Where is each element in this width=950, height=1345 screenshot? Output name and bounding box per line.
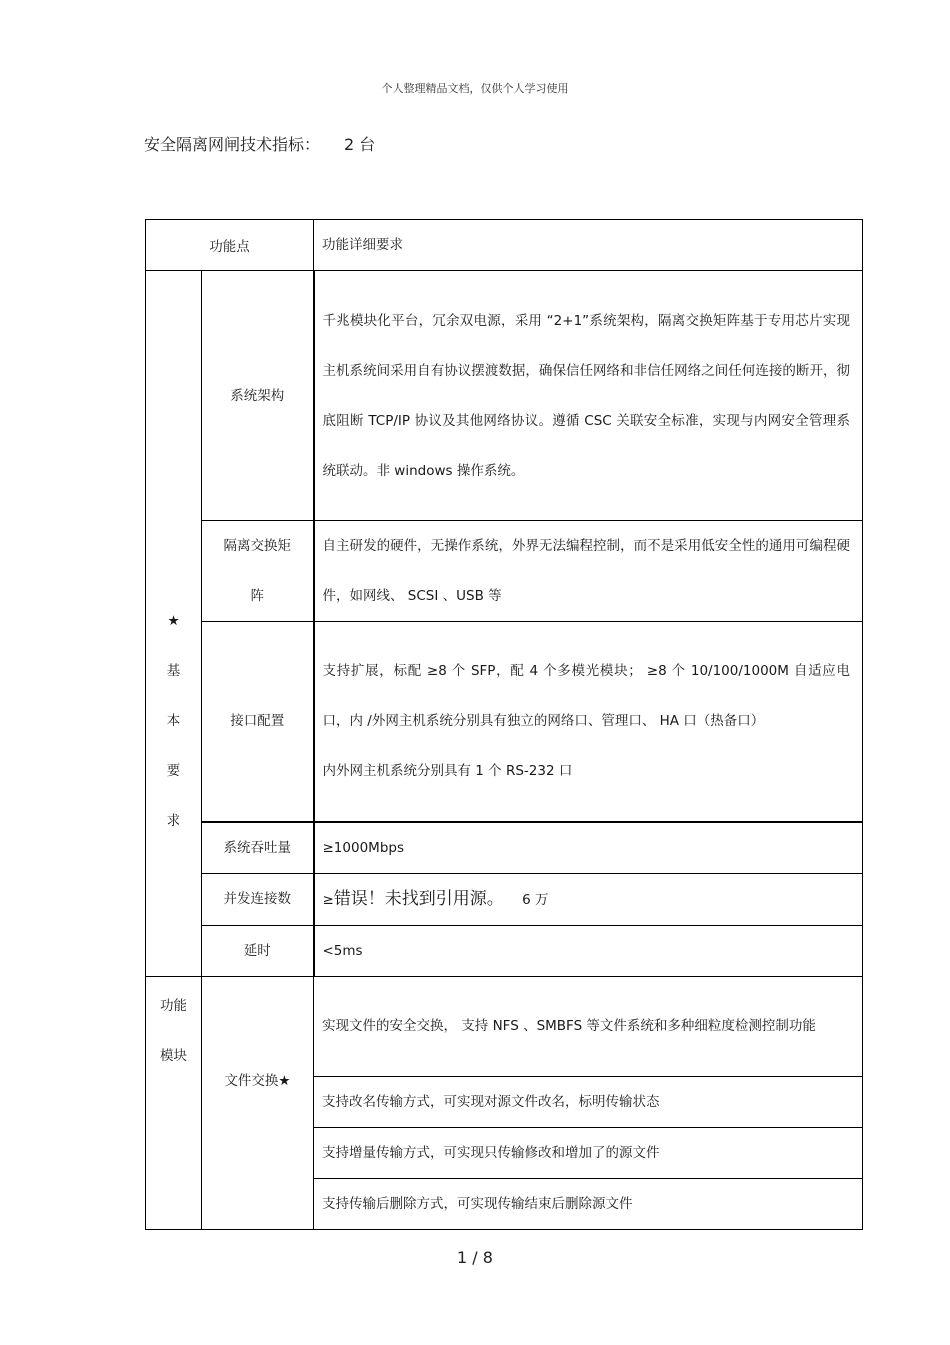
row-desc-architecture: 千兆模块化平台，冗余双电源，采用 “2+1”系统架构，隔离交换矩阵基于专用芯片实现主机系统间采用自有协议摆渡数据，确保信任网络和非信任网络之间任何连接的断开，彻底阻断 TCP/IP 协议及其他网络协议。遵循 CSC 关联安全标准，实现与内网安全管理系统联动。非 windows 操作系统。: [314, 271, 863, 521]
row-name-architecture: 系统架构: [202, 271, 314, 521]
doc-title-quantity: 2 台: [344, 135, 376, 154]
page-number: 1 / 8: [457, 1248, 493, 1267]
table-row: [146, 925, 863, 976]
row-name-latency: 延时: [202, 925, 314, 976]
table-row: [146, 622, 863, 822]
table-header-row: [146, 220, 863, 271]
header-feature: 功能点: [146, 220, 314, 271]
table-row: [146, 822, 863, 874]
group-function-module: 功能 模块: [146, 976, 202, 1229]
reference-error-text: 错误！未找到引用源。: [333, 888, 504, 909]
table-row: [146, 873, 863, 925]
star-icon: ★: [167, 613, 180, 630]
row-desc-interface: 支持扩展，标配 ≥8 个 SFP，配 4 个多模光模块； ≥8 个 10/100/1000M 自适应电口，内 /外网主机系统分别具有独立的网络口、管理口、 HA 口（热备口） 内外网主机系统分别具有 1 个 RS-232 口: [314, 622, 863, 822]
doc-title: [144, 132, 375, 155]
doc-title-text: 安全隔离网闸技术指标：: [144, 135, 321, 154]
group-basic-char: 基: [166, 663, 181, 680]
row-desc-matrix: 自主研发的硬件，无操作系统，外界无法编程控制，而不是采用低安全性的通用可编程硬件，如网线、 SCSI 、USB 等: [314, 521, 863, 622]
row-desc-file-1: 实现文件的安全交换， 支持 NFS 、SMBFS 等文件系统和多种细粒度检测控制功能: [314, 976, 863, 1076]
row-name-file-exchange: 文件交换★: [202, 976, 314, 1229]
group-basic-char: 本: [166, 713, 181, 730]
row-value-concurrent: ≥错误！未找到引用源。 6 万: [314, 873, 863, 925]
row-name-matrix: 隔离交换矩 阵: [202, 521, 314, 622]
row-value-latency: <5ms: [314, 925, 863, 976]
row-value-throughput: ≥1000Mbps: [314, 822, 863, 874]
group-basic-char: 要: [166, 763, 181, 780]
header-note: 个人整理精品文档，仅供个人学习使用: [381, 82, 569, 95]
table-row: [146, 976, 863, 1076]
table-row: [146, 521, 863, 622]
spec-table: [145, 219, 863, 1230]
table-row: [146, 271, 863, 521]
row-name-concurrent: 并发连接数: [202, 873, 314, 925]
group-basic-requirements: [146, 271, 202, 977]
row-name-interface: 接口配置: [202, 622, 314, 822]
row-desc-file-2: 支持改名传输方式，可实现对源文件改名，标明传输状态: [314, 1076, 863, 1127]
row-name-throughput: 系统吞吐量: [202, 822, 314, 874]
header-requirement: 功能详细要求: [314, 220, 863, 271]
group-basic-char: 求: [166, 813, 181, 830]
row-desc-file-4: 支持传输后删除方式，可实现传输结束后删除源文件: [314, 1178, 863, 1229]
row-desc-file-3: 支持增量传输方式，可实现只传输修改和增加了的源文件: [314, 1127, 863, 1178]
